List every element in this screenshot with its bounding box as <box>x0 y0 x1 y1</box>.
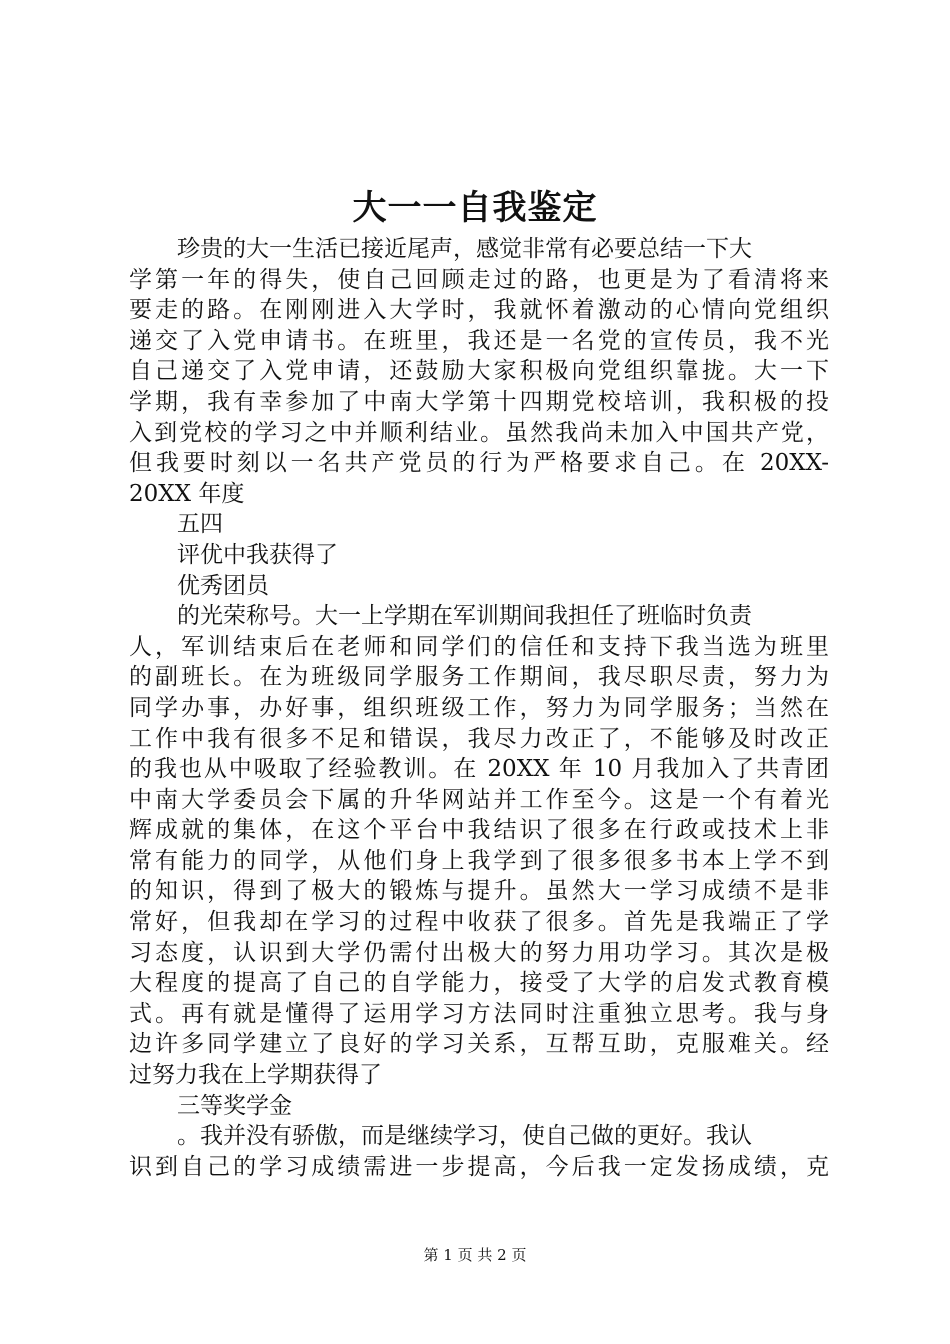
text-line: 自己递交了入党申请，还鼓励大家积极向党组织靠拢。大一下 <box>129 358 829 385</box>
text-line: 学第一年的得失，使自己回顾走过的路，也更是为了看清将来 <box>129 266 829 293</box>
text-line: 识到自己的学习成绩需进一步提高，今后我一定发扬成绩，克 <box>129 1153 829 1180</box>
text-line: 的光荣称号。大一上学期在军训期间我担任了班临时负责 <box>177 603 752 630</box>
document-body <box>129 234 829 1182</box>
page-footer: 第 1 页 共 2 页 <box>423 1246 527 1264</box>
text-line: 但我要时刻以一名共产党员的行为严格要求自己。在 20XX- <box>129 450 829 477</box>
text-line: 珍贵的大一生活已接近尾声，感觉非常有必要总结一下大 <box>177 236 752 262</box>
text-line: 的知识，得到了极大的锻炼与提升。虽然大一学习成绩不是非 <box>129 878 829 905</box>
text-line: 入到党校的学习之中并顺利结业。虽然我尚未加入中国共产党， <box>129 419 829 446</box>
page-title: 大一一自我鉴定 <box>352 188 598 228</box>
text-line: 边许多同学建立了良好的学习关系，互帮互助，克服难关。经 <box>129 1031 829 1058</box>
text-line: 大程度的提高了自己的自学能力，接受了大学的启发式教育模 <box>129 970 829 997</box>
text-line: 中南大学委员会下属的升华网站并工作至今。这是一个有着光 <box>129 786 829 813</box>
text-line: 递交了入党申请书。在班里，我还是一名党的宣传员，我不光 <box>129 327 829 354</box>
text-line: 学期，我有幸参加了中南大学第十四期党校培训，我积极的投 <box>129 388 829 415</box>
text-line: 式。再有就是懂得了运用学习方法同时注重独立思考。我与身 <box>129 1000 829 1027</box>
text-line: 。我并没有骄傲，而是继续学习，使自己做的更好。我认 <box>177 1123 752 1150</box>
text-line: 五四 <box>177 511 223 538</box>
text-line: 评优中我获得了 <box>177 541 338 568</box>
text-line: 的我也从中吸取了经验教训。在 20XX 年 10 月我加入了共青团 <box>129 756 829 783</box>
text-line: 习态度，认识到大学仍需付出极大的努力用功学习。其次是极 <box>129 939 829 966</box>
text-line: 工作中我有很多不足和错误，我尽力改正了，不能够及时改正 <box>129 725 829 752</box>
text-line: 常有能力的同学，从他们身上我学到了很多很多书本上学不到 <box>129 847 829 874</box>
text-line: 人，军训结束后在老师和同学们的信任和支持下我当选为班里 <box>129 633 829 660</box>
text-line: 优秀团员 <box>177 572 269 599</box>
text-line: 过努力我在上学期获得了 <box>129 1062 382 1089</box>
text-line: 20XX 年度 <box>129 480 245 507</box>
text-line: 辉成就的集体，在这个平台中我结识了很多在行政或技术上非 <box>129 817 829 844</box>
text-line: 的副班长。在为班级同学服务工作期间，我尽职尽责，努力为 <box>129 664 829 691</box>
text-line: 三等奖学金 <box>177 1092 292 1119</box>
text-line: 要走的路。在刚刚进入大学时，我就怀着激动的心情向党组织 <box>129 297 829 324</box>
text-line: 常好，但我却在学习的过程中收获了很多。首先是我端正了学 <box>129 909 829 936</box>
text-line: 同学办事，办好事，组织班级工作，努力为同学服务；当然在 <box>129 694 829 721</box>
